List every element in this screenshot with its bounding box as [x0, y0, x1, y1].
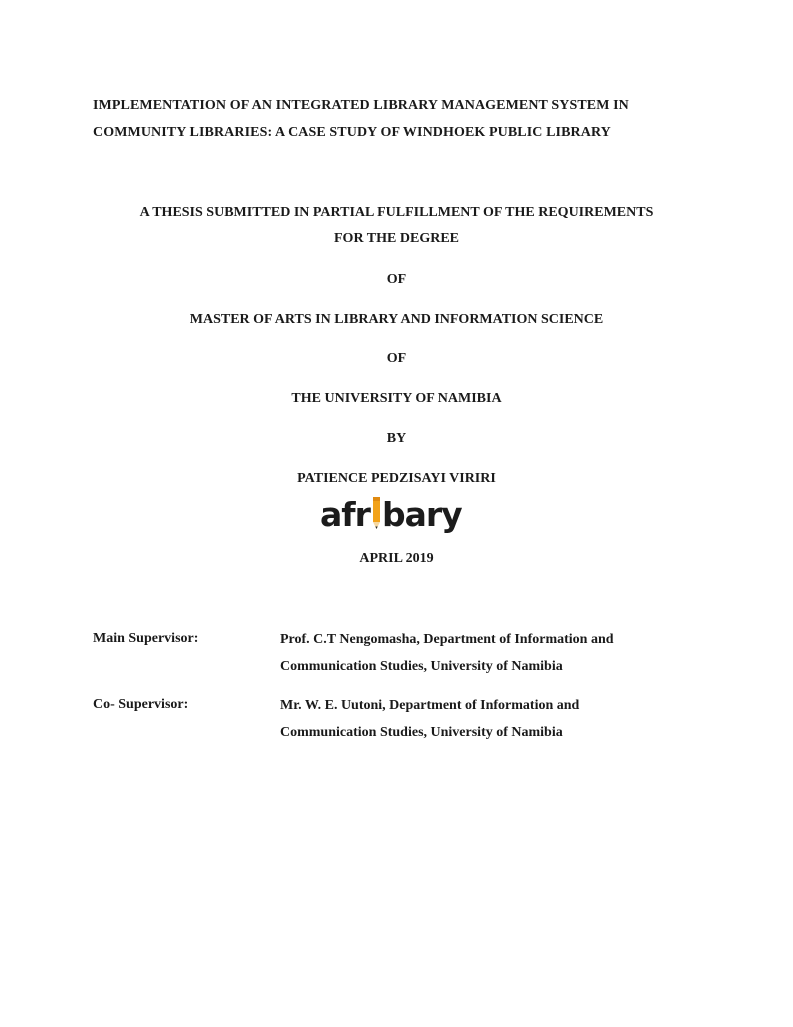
submission-statement-line-1: A THESIS SUBMITTED IN PARTIAL FULFILLMENT OF THE REQUIREMENTS — [139, 205, 654, 220]
pencil-icon — [373, 497, 380, 529]
watermark-text-right: bary — [382, 495, 462, 534]
submission-date: APRIL 2019 — [359, 551, 434, 566]
thesis-title — [93, 92, 713, 146]
thesis-title-line-2: COMMUNITY LIBRARIES: A CASE STUDY OF WINDHOEK PUBLIC LIBRARY — [93, 125, 611, 140]
by-line: BY — [386, 431, 407, 446]
co-supervisor-details — [280, 692, 579, 746]
of-line-2: OF — [386, 351, 407, 366]
main-supervisor-details — [280, 626, 614, 680]
degree-name: MASTER OF ARTS IN LIBRARY AND INFORMATION SCIENCE — [189, 312, 604, 327]
thesis-title-line-1: IMPLEMENTATION OF AN INTEGRATED LIBRARY MANAGEMENT SYSTEM IN — [93, 98, 629, 113]
afribary-watermark-logo — [320, 494, 472, 534]
submission-statement-line-2: FOR THE DEGREE — [334, 231, 459, 246]
university-name: THE UNIVERSITY OF NAMIBIA — [291, 391, 502, 406]
watermark-text-left: afr — [320, 495, 370, 534]
author-name: PATIENCE PEDZISAYI VIRIRI — [297, 471, 496, 486]
co-supervisor-line-2: Communication Studies, University of Namibia — [280, 725, 563, 740]
main-supervisor-line-1: Prof. C.T Nengomasha, Department of Information and — [280, 632, 614, 647]
main-supervisor-label: Main Supervisor: — [93, 631, 199, 646]
of-line-1: OF — [386, 272, 407, 287]
co-supervisor-line-1: Mr. W. E. Uutoni, Department of Information and — [280, 698, 580, 713]
main-supervisor-line-2: Communication Studies, University of Namibia — [280, 659, 563, 674]
co-supervisor-label: Co- Supervisor: — [93, 697, 189, 712]
